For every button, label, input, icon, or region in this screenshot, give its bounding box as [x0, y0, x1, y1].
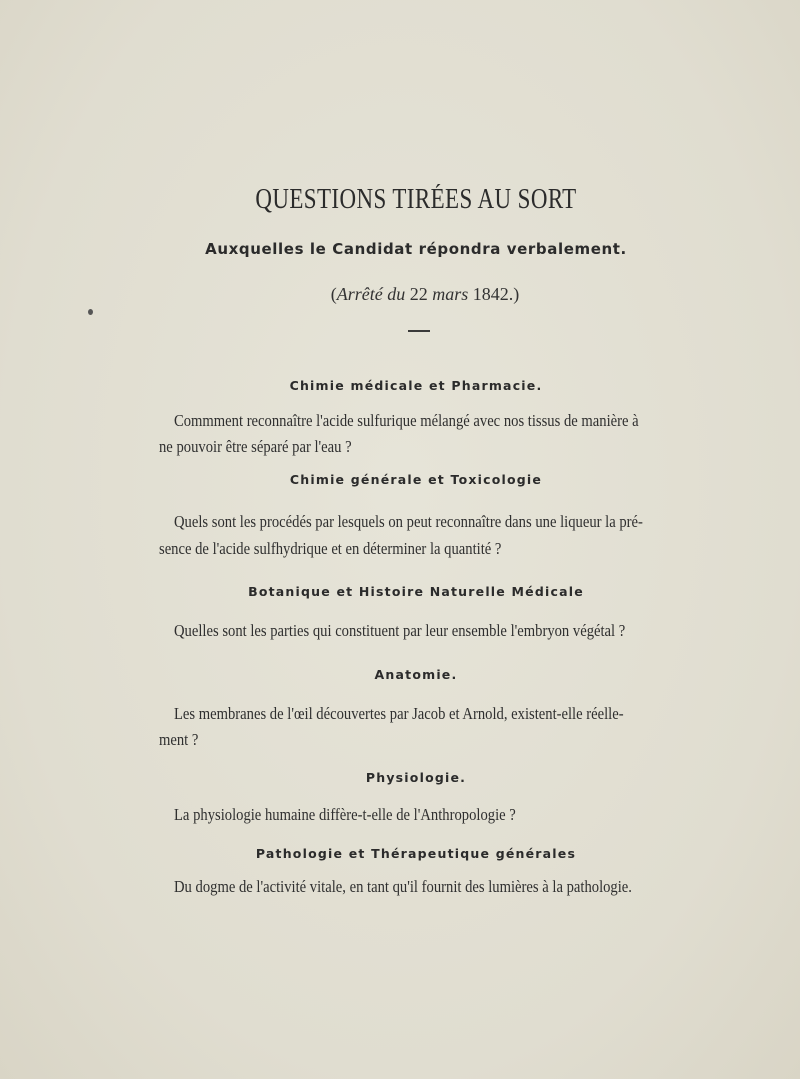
arrete-label: Arrêté du [336, 284, 406, 304]
margin-ink-dot [88, 309, 93, 315]
question-line: La physiologie humaine diffère-t-elle de l'Anthropologie ? [174, 805, 516, 824]
page-subtitle: Auxquelles le Candidat répondra verbalement. [205, 240, 627, 258]
question-line: Quels sont les procédés par lesquels on peut reconnaître dans une liqueur la pré- [174, 512, 643, 531]
section-heading-chimie-generale: Chimie générale et Toxicologie [289, 472, 543, 487]
question-line: Commment reconnaître l'acide sulfurique mélangé avec nos tissus de manière à [174, 411, 639, 430]
question-line: Quelles sont les parties qui constituent par leur ensemble l'embryon végétal ? [174, 621, 626, 640]
question-line: Les membranes de l'œil découvertes par Jacob et Arnold, existent-elle réelle- [174, 704, 624, 723]
separator-dash [408, 330, 430, 332]
question-line: Du dogme de l'activité vitale, en tant qu'il fournit des lumières à la pathologie. [174, 877, 632, 896]
arrete-day: 22 [405, 284, 433, 304]
question-line: ne pouvoir être séparé par l'eau ? [159, 437, 352, 456]
arrete-open: ( [330, 284, 337, 304]
arrete-reference [0, 284, 800, 305]
section-heading-anatomie: Anatomie. [374, 667, 458, 682]
section-heading-physiologie: Physiologie. [365, 770, 467, 785]
section-heading-pathologie: Pathologie et Thérapeutique générales [255, 846, 577, 861]
arrete-year: 1842.) [468, 284, 520, 304]
question-line: sence de l'acide sulfhydrique et en déterminer la quantité ? [159, 539, 502, 558]
question-line: ment ? [159, 730, 199, 749]
section-heading-chimie-medicale: Chimie médicale et Pharmacie. [289, 378, 543, 393]
section-heading-botanique: Botanique et Histoire Naturelle Médicale [248, 584, 584, 599]
arrete-month: mars [432, 284, 469, 304]
page-title: QUESTIONS TIRÉES AU SORT [255, 184, 577, 215]
